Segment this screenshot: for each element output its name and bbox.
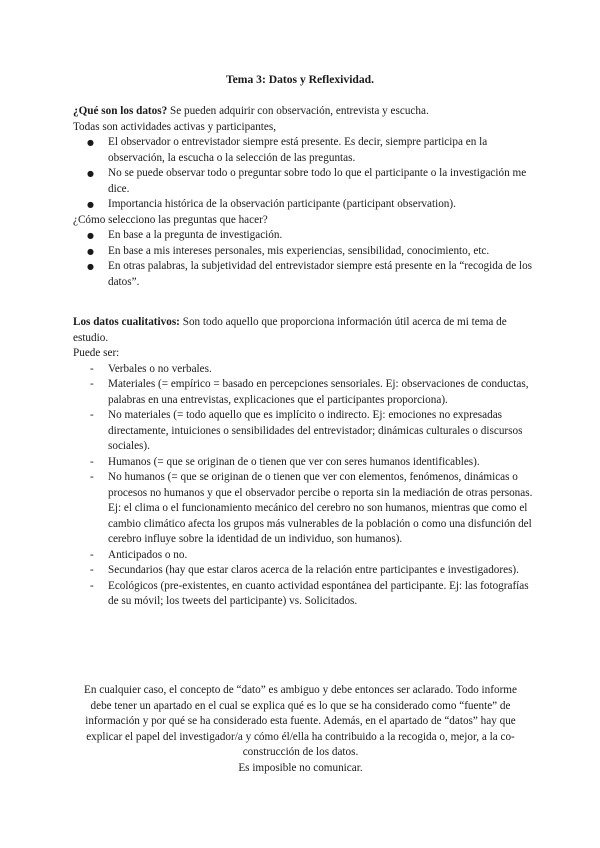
list-item: ● No se puede observar todo o preguntar sobre todo lo que el participante o la investigación me dice. [73,166,533,197]
section-datos-cualitativos [73,315,533,610]
section2-heading: Los datos cualitativos: [73,316,180,328]
section2-puede-ser: Puede ser: [73,347,120,359]
list-item: ● Importancia histórica de la observación participante (participant observation). [73,197,533,213]
section1-intro [73,104,533,120]
list-item: - Humanos (= que se originan de o tienen que ver con seres humanos identificables). [73,455,533,471]
closing-final-line: Es imposible no comunicar. [238,761,363,774]
list-item: ● En otras palabras, la subjetividad del entrevistador siempre está presente en la “recogida de los datos”. [73,259,533,290]
list-item: - Materiales (= empírico = basado en percepciones sensoriales. Ej: observaciones de conductas, palabras en una entrevistas, explicaciones que el participantes proporciona). [73,377,533,408]
list-item: ● En base a mis intereses personales, mis experiencias, sensibilidad, conocimiento, etc. [73,244,533,260]
section1-question: ¿Cómo selecciono las preguntas que hacer? [73,213,268,226]
list-item: - Anticipados o no. [73,548,533,564]
section2-intro-text: Son todo aquello que proporciona información útil acerca de mi tema de estudio. [73,316,507,344]
list-item: - No materiales (= todo aquello que es implícito o indirecto. Ej: emociones no expresadas directamente, intuiciones o sensibilidades del entrevistador; dinámicas culturales o discursos sociales). [73,408,533,455]
section1-bullet-list [73,135,533,213]
section1-heading: ¿Qué son los datos? [73,105,168,117]
section1-line2: Todas son actividades activas y participantes, [73,120,277,133]
section2-dash-list [73,362,533,610]
list-item: - Secundarios (hay que estar claros acerca de la relación entre participantes e investigadores). [73,563,533,579]
section2-intro [73,315,533,346]
list-item: ● En base a la pregunta de investigación. [73,228,533,244]
closing-paragraph: En cualquier caso, el concepto de “dato” es ambiguo y debe entonces ser aclarado. Todo informe debe tener un apartado en el cual se explica qué es lo que se ha considerado como “fuente” de información y por qué se ha considerado esta fuente. Además, en el apartado de “datos” hay que explicar el papel del investigador/a y cómo él/ella ha contribuido a la recogida o, mejor, a la co-construcción de los datos. [84,684,517,758]
section1-intro-text: Se pueden adquirir con observación, entrevista y escucha. [167,105,429,117]
list-item: ● El observador o entrevistador siempre está presente. Es decir, siempre participa en la observación, la escucha o la selección de las preguntas. [73,135,533,166]
section1-bullet-list-2 [73,228,533,290]
section-que-son-los-datos [73,104,533,290]
list-item: - No humanos (= que se originan de o tienen que ver con elementos, fenómenos, dinámicas o procesos no humanos y que el observador percibe o reporta sin la mediación de otras personas. Ej: el clima o el funcionamiento mecánico del cerebro no son humanos, mientras que como el cambio climático afecta los grupos más vulnerables de la población o como una disfunción del cerebro influye sobre la identidad de un individuo, son humanos). [73,470,533,548]
closing-section [73,683,528,776]
document-title: Tema 3: Datos y Reflexividad. [225,73,375,86]
list-item: - Ecológicos (pre-existentes, en cuanto actividad espontánea del participante. Ej: las fotografías de su móvil; los tweets del participante) vs. Solicitados. [73,579,533,610]
list-item: - Verbales o no verbales. [73,362,533,378]
